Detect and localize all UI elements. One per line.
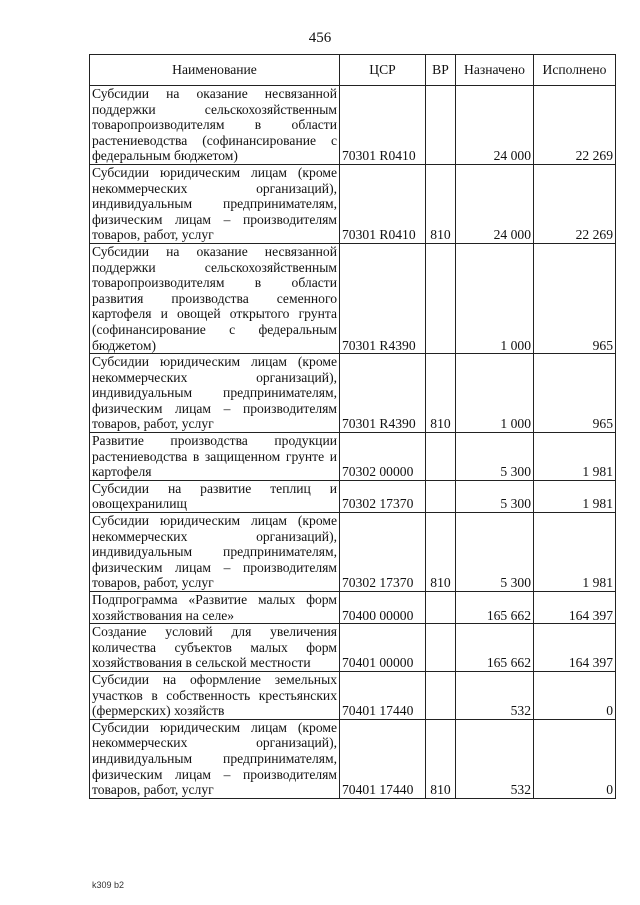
row-vr [426,243,456,353]
row-vr: 810 [426,354,456,433]
row-name: Подпрограмма «Развитие малых форм хозяйствования на селе» [90,592,340,624]
row-name: Создание условий для увеличения количества субъектов малых форм хозяйствования в сельской местности [90,624,340,672]
row-csr: 70302 17370 [340,480,426,512]
row-executed: 0 [534,719,616,798]
table-row [90,164,616,243]
row-csr: 70401 17440 [340,719,426,798]
row-vr [426,86,456,165]
table-row [90,592,616,624]
row-executed: 1 981 [534,513,616,592]
row-name: Субсидии на развитие теплиц и овощехранилищ [90,480,340,512]
row-assigned: 24 000 [456,86,534,165]
row-vr [426,592,456,624]
row-name: Субсидии на оформление земельных участков в собственность крестьянских (фермерских) хозяйств [90,671,340,719]
row-csr: 70301 R0410 [340,86,426,165]
row-csr: 70401 00000 [340,624,426,672]
header-executed: Исполнено [534,55,616,86]
row-csr: 70301 R4390 [340,354,426,433]
row-assigned: 532 [456,719,534,798]
row-assigned: 165 662 [456,624,534,672]
row-vr: 810 [426,164,456,243]
table-row [90,513,616,592]
row-executed: 1 981 [534,433,616,481]
row-vr [426,433,456,481]
row-vr [426,624,456,672]
row-csr: 70301 R0410 [340,164,426,243]
footer-code: k309 b2 [92,880,125,890]
row-vr [426,480,456,512]
row-executed: 965 [534,243,616,353]
row-name: Субсидии на оказание несвязанной поддержки сельскохозяйственным товаропроизводителям в области растениеводства (софинансирование с федеральным бюджетом) [90,86,340,165]
row-assigned: 1 000 [456,354,534,433]
row-name: Субсидии юридическим лицам (кроме некоммерческих организаций), индивидуальным предпринимателям, физическим лицам – производителям товаров, работ, услуг [90,354,340,433]
row-name: Субсидии юридическим лицам (кроме некоммерческих организаций), индивидуальным предпринимателям, физическим лицам – производителям товаров, работ, услуг [90,513,340,592]
row-csr: 70301 R4390 [340,243,426,353]
header-name: Наименование [90,55,340,86]
row-vr: 810 [426,719,456,798]
row-assigned: 532 [456,671,534,719]
row-name: Субсидии юридическим лицам (кроме некоммерческих организаций), индивидуальным предпринимателям, физическим лицам – производителям товаров, работ, услуг [90,719,340,798]
table-row [90,86,616,165]
row-executed: 164 397 [534,592,616,624]
row-vr: 810 [426,513,456,592]
row-csr: 70401 17440 [340,671,426,719]
table-row [90,480,616,512]
table-row [90,719,616,798]
row-assigned: 5 300 [456,513,534,592]
header-assigned: Назначено [456,55,534,86]
row-executed: 1 981 [534,480,616,512]
table-row [90,671,616,719]
table-row [90,624,616,672]
row-executed: 22 269 [534,164,616,243]
table-header-row [90,55,616,86]
row-executed: 0 [534,671,616,719]
row-assigned: 5 300 [456,480,534,512]
header-csr: ЦСР [340,55,426,86]
row-csr: 70302 00000 [340,433,426,481]
row-name: Субсидии юридическим лицам (кроме некоммерческих организаций), индивидуальным предпринимателям, физическим лицам – производителям товаров, работ, услуг [90,164,340,243]
row-name: Развитие производства продукции растениеводства в защищенном грунте и картофеля [90,433,340,481]
row-csr: 70302 17370 [340,513,426,592]
row-executed: 164 397 [534,624,616,672]
table-row [90,243,616,353]
page-number: 456 [308,30,332,46]
row-executed: 22 269 [534,86,616,165]
row-assigned: 165 662 [456,592,534,624]
row-vr [426,671,456,719]
row-assigned: 1 000 [456,243,534,353]
row-csr: 70400 00000 [340,592,426,624]
header-vr: ВР [426,55,456,86]
table-row [90,433,616,481]
table-row [90,354,616,433]
row-executed: 965 [534,354,616,433]
row-assigned: 24 000 [456,164,534,243]
budget-table [89,54,616,799]
row-name: Субсидии на оказание несвязанной поддержки сельскохозяйственным товаропроизводителям в области развития производства семенного картофеля и овощей открытого грунта (софинансирование с федеральным бюджетом) [90,243,340,353]
row-assigned: 5 300 [456,433,534,481]
